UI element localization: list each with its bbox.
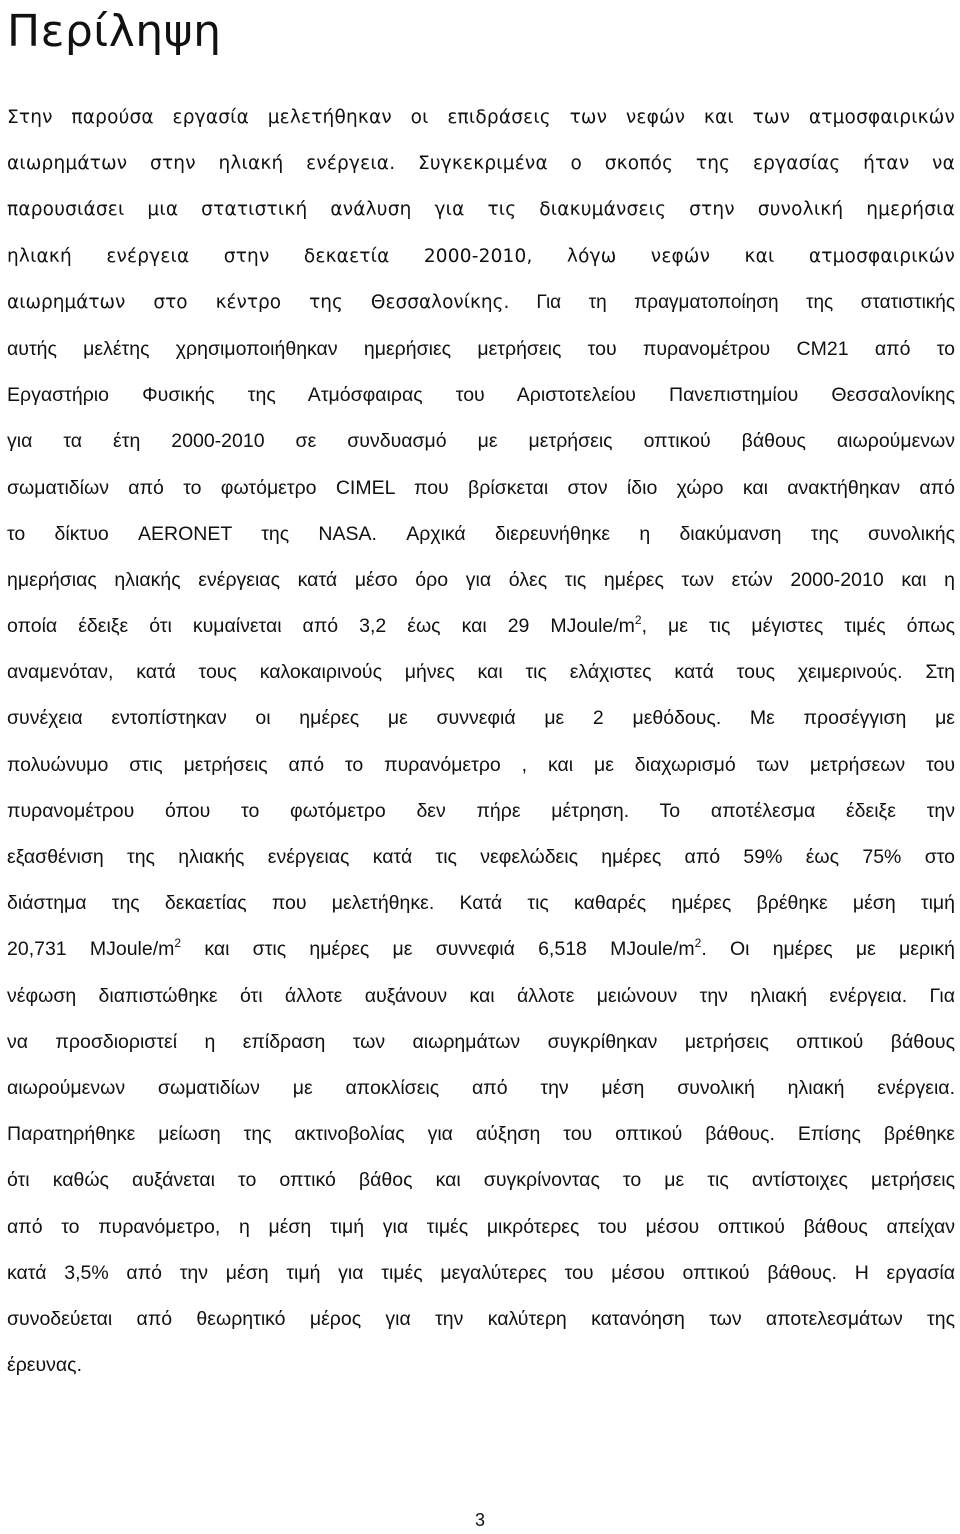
superscript: 2: [174, 936, 182, 951]
text-line: παρουσιάσει μια στατιστική ανάλυση για τις διακυμάνσεις στην συνολική ημερήσια: [7, 199, 955, 221]
text-line: να προσδιοριστεί η επίδραση των αιωρημάτων συγκρίθηκαν μετρήσεις οπτικού βάθους: [7, 1030, 955, 1053]
page-title: Περίληψη: [7, 6, 222, 57]
text-segment: και στις ημέρες με συννεφιά 6,518 MJoule/m: [181, 938, 695, 961]
text-line: ότι καθώς αυξάνεται το οπτικό βάθος και συγκρίνοντας το με τις αντίστοιχες μετρήσεις: [7, 1169, 955, 1192]
abstract-body: [7, 95, 955, 1388]
text-line: Παρατηρήθηκε μείωση της ακτινοβολίας για αύξηση του οπτικού βάθους. Επίσης βρέθηκε: [7, 1123, 955, 1146]
superscript: 2: [634, 613, 642, 628]
text-line: εξασθένιση της ηλιακής ενέργειας κατά τις νεφελώδεις ημέρες από 59% έως 75% στο: [7, 846, 955, 868]
text-line: αναμενόταν, κατά τους καλοκαιρινούς μήνες και τις ελάχιστες κατά τους χειμερινούς. Στη: [7, 661, 955, 684]
text-line: [7, 603, 955, 649]
text-line: το δίκτυο AERONET της NASA. Αρχικά διερευνήθηκε η διακύμανση της συνολικής: [7, 522, 955, 545]
text-line: [7, 280, 955, 326]
text-line: νέφωση διαπιστώθηκε ότι άλλοτε αυξάνουν και άλλοτε μειώνουν την ηλιακή ενέργεια. Για: [7, 984, 955, 1007]
text-line: πολυώνυμο στις μετρήσεις από το πυρανόμετρο , και με διαχωρισμό των μετρήσεων του: [7, 753, 955, 776]
text-line: αιωρούμενων σωματιδίων με αποκλίσεις από την μέση συνολική ηλιακή ενέργεια.: [7, 1076, 955, 1099]
text-line: Εργαστήριο Φυσικής της Ατμόσφαιρας του Αριστοτελείου Πανεπιστημίου Θεσσαλονίκης: [7, 384, 955, 407]
text-segment: , με τις μέγιστες τιμές όπως: [641, 615, 955, 638]
text-line: από το πυρανόμετρο, η μέση τιμή για τιμές μικρότερες του μέσου οπτικού βάθους απείχαν: [7, 1215, 955, 1238]
text-line: αιωρημάτων στην ηλιακή ενέργεια. Συγκεκριμένα ο σκοπός της εργασίας ήταν να: [7, 153, 955, 175]
text-line: έρευνας.: [7, 1354, 82, 1377]
text-line: [7, 926, 955, 972]
text-line: ημερήσιας ηλιακής ενέργειας κατά μέσο όρο για όλες τις ημέρες των ετών 2000-2010 και η: [7, 568, 955, 591]
text-line: συνέχεια εντοπίστηκαν οι ημέρες με συννεφιά με 2 μεθόδους. Με προσέγγιση με: [7, 707, 955, 730]
superscript: 2: [694, 936, 702, 951]
page-number: 3: [474, 1510, 485, 1530]
text-line: πυρανομέτρου όπου το φωτόμετρο δεν πήρε μέτρηση. Το αποτέλεσμα έδειξε την: [7, 799, 955, 822]
text-line: σωματιδίων από το φωτόμετρο CIMEL που βρίσκεται στον ίδιο χώρο και ανακτήθηκαν από: [7, 476, 955, 499]
text-line: συνοδεύεται από θεωρητικό μέρος για την καλύτερη κατανόηση των αποτελεσμάτων της: [7, 1307, 955, 1330]
text-line: κατά 3,5% από την μέση τιμή για τιμές μεγαλύτερες του μέσου οπτικού βάθους. Η εργασία: [7, 1261, 955, 1284]
text-line: αυτής μελέτης χρησιμοποιήθηκαν ημερήσιες μετρήσεις του πυρανομέτρου CM21 από το: [7, 337, 955, 360]
text-line: διάστημα της δεκαετίας που μελετήθηκε. Κατά τις καθαρές ημέρες βρέθηκε μέση τιμή: [7, 892, 955, 915]
text-segment: αιωρημάτων στο κέντρο της Θεσσαλονίκης.: [7, 291, 510, 313]
text-segment: Για τη πραγματοποίηση της στατιστικής: [536, 291, 956, 313]
text-segment: 20,731 MJoule/m: [7, 938, 175, 961]
text-segment: οποία έδειξε ότι κυμαίνεται από 3,2 έως και 29 MJoule/m: [7, 615, 635, 638]
text-line: ηλιακή ενέργεια στην δεκαετία 2000-2010, λόγω νεφών και ατμοσφαιρικών: [7, 245, 955, 267]
text-line: για τα έτη 2000-2010 σε συνδυασμό με μετρήσεις οπτικού βάθους αιωρούμενων: [7, 430, 955, 453]
text-segment: . Οι ημέρες με μερική: [701, 938, 955, 961]
text-line: Στην παρούσα εργασία μελετήθηκαν οι επιδράσεις των νεφών και των ατμοσφαιρικών: [7, 107, 955, 128]
